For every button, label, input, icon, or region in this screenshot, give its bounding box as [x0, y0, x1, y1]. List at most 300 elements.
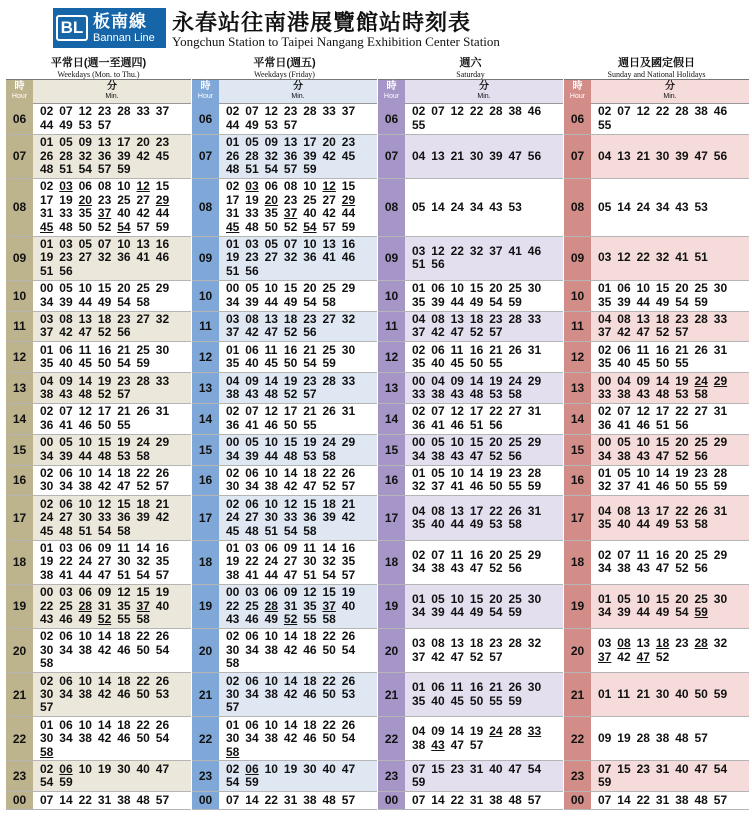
departure-minute: 54	[226, 775, 240, 790]
departure-minute: 32	[283, 250, 298, 265]
departure-minute: 09	[59, 373, 73, 388]
departure-minute: 09	[245, 373, 259, 388]
departure-minute: 53	[489, 387, 503, 402]
minutes-cell	[33, 404, 191, 434]
departure-minute: 43	[675, 199, 689, 214]
departure-minute: 06	[245, 673, 259, 688]
departure-minute: 29	[527, 373, 542, 388]
minutes-cell	[33, 585, 191, 628]
departure-minute: 54	[713, 761, 728, 776]
departure-minute: 14	[59, 792, 73, 807]
departure-minute: 08	[97, 179, 112, 194]
hour-cell: 08	[6, 179, 33, 236]
departure-minute: 07	[59, 104, 73, 119]
departure-minute: 19	[303, 435, 317, 450]
departure-minute: 04	[226, 373, 240, 388]
departure-minute: 30	[40, 479, 54, 494]
departure-minute: 19	[117, 435, 131, 450]
departure-minute: 00	[40, 585, 54, 600]
departure-minute: 33	[283, 510, 298, 525]
departure-minute: 12	[450, 104, 464, 119]
table-row	[378, 792, 563, 809]
departure-minute: 37	[226, 325, 240, 340]
minutes-cell	[405, 466, 563, 496]
departure-minute: 53	[78, 117, 92, 132]
departure-minute: 46	[341, 250, 356, 265]
departure-minute: 54	[155, 642, 170, 657]
departure-minute: 50	[655, 356, 670, 371]
departure-minute: 30	[226, 479, 240, 494]
departure-minute: 58	[40, 656, 54, 671]
minutes-cell	[33, 673, 191, 716]
departure-minute: 34	[412, 605, 426, 620]
departure-minute: 43	[450, 448, 464, 463]
departure-minute: 18	[117, 673, 131, 688]
departure-minute: 07	[412, 761, 426, 776]
departure-minute: 41	[617, 417, 631, 432]
departure-minute: 44	[636, 516, 650, 531]
departure-minute: 20	[136, 135, 150, 150]
minutes-cell	[405, 585, 563, 628]
departure-minute: 50	[136, 686, 150, 701]
table-row	[564, 435, 749, 466]
table-row	[6, 466, 191, 497]
departure-minute: 28	[59, 148, 73, 163]
departure-minute: 16	[655, 547, 670, 562]
departure-minute: 38	[412, 737, 426, 752]
departure-minute: 33	[322, 104, 336, 119]
departure-minute: 45	[341, 148, 356, 163]
departure-minute: 36	[598, 417, 612, 432]
departure-minute: 16	[469, 680, 484, 695]
departure-minute: 34	[598, 605, 612, 620]
departure-minute: 23	[59, 250, 73, 265]
departure-minute: 54	[155, 731, 170, 746]
departure-minute: 15	[469, 435, 484, 450]
departure-minute: 56	[303, 325, 317, 340]
departure-minute: 44	[226, 117, 240, 132]
departure-minute: 01	[598, 466, 612, 481]
departure-minute: 05	[264, 237, 278, 252]
departure-minute: 10	[117, 179, 131, 194]
timetable	[6, 56, 748, 816]
departure-minute: 17	[117, 135, 131, 150]
departure-minute: 06	[245, 496, 259, 511]
minutes-cell	[591, 404, 749, 434]
departure-minute: 14	[617, 792, 631, 807]
minutes-cell	[405, 179, 563, 236]
departure-minute: 26	[341, 717, 356, 732]
minutes-cell	[405, 761, 563, 791]
departure-minute: 06	[245, 629, 259, 644]
departure-minute: 38	[40, 567, 54, 582]
departure-minute: 23	[341, 135, 356, 150]
departure-minute: 12	[78, 404, 92, 419]
departure-minute: 20	[675, 547, 689, 562]
table-row	[6, 104, 191, 135]
hour-cell: 13	[378, 373, 405, 403]
departure-minute: 50	[489, 479, 503, 494]
departure-minute: 03	[59, 237, 73, 252]
departure-minute: 02	[226, 179, 240, 194]
departure-minute: 47	[450, 325, 464, 340]
departure-minute: 15	[469, 591, 484, 606]
departure-minute: 18	[303, 717, 317, 732]
departure-minute: 57	[117, 387, 131, 402]
departure-minute: 47	[469, 448, 484, 463]
departure-minute: 10	[264, 496, 278, 511]
departure-minute: 04	[412, 503, 426, 518]
minutes-cell	[591, 761, 749, 791]
departure-minute: 27	[264, 250, 278, 265]
departure-minute: 42	[283, 731, 298, 746]
departure-minute: 36	[40, 417, 54, 432]
departure-minute: 02	[226, 466, 240, 481]
departure-minute: 10	[78, 717, 92, 732]
departure-minute: 10	[78, 629, 92, 644]
departure-minute: 10	[78, 496, 92, 511]
table-row	[564, 496, 749, 540]
departure-minute: 00	[226, 435, 240, 450]
schedule-title-en: Saturday	[456, 70, 485, 79]
minutes-cell	[591, 435, 749, 465]
minutes-cell	[33, 179, 191, 236]
minute-label-en: Min.	[477, 93, 491, 100]
schedule-title-en: Sunday and National Holidays	[607, 70, 706, 79]
minute-label-en: Min.	[663, 93, 677, 100]
departure-minute: 30	[655, 148, 670, 163]
departure-minute: 28	[508, 724, 522, 739]
hour-cell: 21	[564, 673, 591, 716]
departure-minute: 12	[636, 104, 650, 119]
departure-minute: 26	[341, 466, 356, 481]
table-row	[6, 585, 191, 629]
departure-minute: 35	[264, 206, 278, 221]
departure-minute: 27	[694, 404, 708, 419]
departure-minute: 34	[59, 731, 73, 746]
departure-minute: 47	[264, 325, 278, 340]
departure-minute: 25	[694, 435, 708, 450]
minutes-cell	[405, 435, 563, 465]
departure-minute: 23	[97, 192, 112, 207]
departure-minute: 26	[155, 629, 170, 644]
departure-minute: 03	[245, 585, 259, 600]
departure-minute: 21	[117, 404, 131, 419]
departure-minute: 02	[226, 496, 240, 511]
hour-cell: 08	[192, 179, 219, 236]
departure-minute: 20	[322, 135, 336, 150]
departure-minute: 19	[97, 373, 112, 388]
departure-minute: 48	[694, 792, 708, 807]
departure-minute: 02	[40, 673, 54, 688]
departure-minute: 36	[97, 148, 112, 163]
departure-minute: 59	[136, 356, 150, 371]
departure-minute: 58	[508, 516, 522, 531]
departure-minute: 42	[283, 479, 298, 494]
departure-minute: 16	[155, 541, 170, 556]
table-row	[564, 281, 749, 312]
schedule-title-zh: 週日及國定假日	[618, 57, 695, 69]
departure-minute: 57	[155, 567, 170, 582]
departure-minute: 23	[117, 373, 131, 388]
table-row	[564, 792, 749, 809]
minutes-cell	[219, 404, 377, 434]
departure-minute: 25	[508, 547, 522, 562]
departure-minute: 03	[245, 541, 259, 556]
departure-minute: 41	[450, 479, 464, 494]
departure-minute: 16	[469, 342, 484, 357]
table-row	[378, 281, 563, 312]
departure-minute: 02	[40, 629, 54, 644]
hour-cell: 00	[192, 792, 219, 808]
departure-minute: 57	[489, 325, 503, 340]
departure-minute: 52	[283, 387, 298, 402]
departure-minute: 07	[617, 404, 631, 419]
departure-minute: 39	[431, 294, 445, 309]
departure-minute: 10	[450, 281, 464, 296]
departure-minute: 14	[617, 199, 631, 214]
departure-minute: 27	[136, 192, 150, 207]
departure-minute: 48	[97, 448, 112, 463]
departure-minute: 38	[675, 792, 689, 807]
departure-minute: 24	[508, 373, 522, 388]
departure-minute: 32	[527, 636, 542, 651]
minutes-cell	[405, 135, 563, 178]
departure-minute: 19	[675, 373, 689, 388]
table-row	[378, 466, 563, 497]
departure-minute: 54	[675, 605, 689, 620]
departure-minute: 57	[97, 162, 112, 177]
departure-minute: 07	[431, 404, 445, 419]
departure-minute: 23	[636, 761, 650, 776]
departure-minute-special: 24	[489, 724, 503, 739]
departure-minute: 02	[226, 629, 240, 644]
hour-cell: 23	[192, 761, 219, 791]
departure-minute: 31	[527, 503, 542, 518]
departure-minute: 02	[412, 547, 426, 562]
departure-minute: 07	[412, 792, 426, 807]
hour-cell: 08	[378, 179, 405, 236]
hour-cell: 14	[378, 404, 405, 434]
departure-minute: 29	[155, 435, 170, 450]
departure-minute: 18	[469, 312, 484, 327]
departure-minute: 24	[264, 554, 278, 569]
departure-minute: 30	[117, 761, 131, 776]
departure-minute: 30	[226, 686, 240, 701]
departure-minute: 55	[489, 693, 503, 708]
departure-minute: 11	[450, 547, 464, 562]
departure-minute: 08	[431, 636, 445, 651]
departure-minute: 27	[97, 554, 112, 569]
schedule-saturday	[378, 56, 563, 816]
departure-minute: 54	[40, 775, 54, 790]
departure-minute: 38	[226, 387, 240, 402]
departure-minute: 07	[598, 761, 612, 776]
departure-minute: 31	[527, 404, 542, 419]
departure-minute: 12	[636, 404, 650, 419]
departure-minute: 34	[412, 561, 426, 576]
departure-minute: 57	[341, 792, 356, 807]
departure-minute: 22	[450, 792, 464, 807]
departure-minute: 37	[617, 479, 631, 494]
minutes-cell	[219, 717, 377, 760]
departure-minute: 35	[155, 554, 170, 569]
departure-minute: 15	[283, 435, 298, 450]
departure-minute: 38	[303, 792, 317, 807]
departure-minute: 01	[598, 281, 612, 296]
departure-minute: 46	[655, 479, 670, 494]
departure-minute: 12	[78, 104, 92, 119]
departure-minute: 19	[675, 466, 689, 481]
departure-minute: 56	[508, 561, 522, 576]
departure-minute: 12	[450, 404, 464, 419]
departure-minute: 39	[431, 605, 445, 620]
departure-minute: 02	[598, 547, 612, 562]
departure-minute: 29	[713, 547, 728, 562]
minutes-cell	[405, 281, 563, 311]
line-code-badge: BL	[56, 15, 89, 41]
departure-minute: 19	[617, 731, 631, 746]
table-row	[564, 373, 749, 404]
departure-minute: 54	[117, 356, 131, 371]
table-row	[6, 717, 191, 761]
departure-minute: 34	[412, 448, 426, 463]
departure-minute: 40	[245, 356, 259, 371]
departure-minute: 49	[283, 294, 298, 309]
minutes-cell	[405, 717, 563, 760]
departure-minute: 31	[713, 503, 728, 518]
hour-cell: 19	[192, 585, 219, 628]
departure-minute: 33	[59, 206, 73, 221]
departure-minute: 05	[617, 591, 631, 606]
minute-label-zh: 分	[479, 81, 489, 92]
departure-minute: 51	[78, 523, 92, 538]
departure-minute: 49	[97, 294, 112, 309]
departure-minute: 12	[97, 496, 112, 511]
minutes-cell	[219, 496, 377, 539]
departure-minute: 38	[655, 731, 670, 746]
page-header	[0, 0, 752, 56]
departure-minute: 41	[245, 417, 259, 432]
departure-minute: 09	[450, 373, 464, 388]
departure-minute: 46	[264, 417, 278, 432]
departure-minute: 01	[598, 686, 612, 701]
departure-minute: 30	[40, 731, 54, 746]
minutes-cell	[219, 373, 377, 403]
minutes-cell	[591, 342, 749, 372]
minutes-cell	[219, 585, 377, 628]
departure-minute: 07	[245, 404, 259, 419]
departure-minute: 56	[431, 257, 445, 272]
table-row	[564, 717, 749, 761]
hour-cell: 13	[564, 373, 591, 403]
departure-minute: 42	[341, 510, 356, 525]
departure-minute: 33	[155, 373, 170, 388]
departure-minute: 08	[617, 312, 631, 327]
table-row	[378, 673, 563, 717]
departure-minute: 22	[322, 466, 336, 481]
departure-minute: 51	[117, 567, 131, 582]
departure-minute: 02	[40, 404, 54, 419]
hour-cell: 21	[192, 673, 219, 716]
hour-label-en: Hour	[569, 93, 586, 100]
departure-minute: 28	[675, 104, 689, 119]
departure-minute: 34	[469, 199, 484, 214]
hour-cell: 07	[192, 135, 219, 178]
departure-minute: 46	[527, 243, 542, 258]
departure-minute: 53	[264, 117, 278, 132]
departure-minute: 26	[341, 673, 356, 688]
departure-minute: 48	[136, 792, 150, 807]
departure-minute: 28	[636, 731, 650, 746]
minute-column-header	[33, 80, 191, 104]
departure-minute: 01	[40, 342, 54, 357]
departure-minute: 34	[598, 561, 612, 576]
departure-minute: 26	[155, 717, 170, 732]
departure-minute: 00	[40, 281, 54, 296]
departure-minute: 42	[59, 325, 73, 340]
departure-minute: 32	[412, 479, 426, 494]
schedule-title-zh: 週六	[459, 57, 482, 69]
departure-minute: 38	[617, 561, 631, 576]
hour-column-header	[192, 80, 219, 104]
departure-minute: 47	[155, 761, 170, 776]
minutes-cell	[405, 673, 563, 716]
departure-minute: 13	[450, 636, 464, 651]
departure-minute: 06	[617, 281, 631, 296]
departure-minute: 37	[40, 325, 54, 340]
hour-cell: 17	[378, 496, 405, 539]
departure-minute: 23	[694, 466, 708, 481]
departure-minute: 05	[59, 135, 73, 150]
departure-minute: 57	[469, 737, 484, 752]
departure-minute: 10	[264, 761, 278, 776]
departure-minute: 39	[303, 148, 317, 163]
departure-minute: 11	[117, 541, 130, 556]
departure-minute: 39	[617, 294, 631, 309]
departure-minute: 05	[431, 435, 445, 450]
departure-minute: 50	[469, 693, 484, 708]
hour-column-header	[378, 80, 405, 104]
departure-minute: 51	[412, 257, 426, 272]
departure-minute: 18	[117, 629, 131, 644]
departure-minute: 42	[617, 325, 631, 340]
table-row	[6, 281, 191, 312]
departure-minute: 47	[508, 761, 522, 776]
departure-minute: 00	[598, 435, 612, 450]
departure-minute: 23	[508, 466, 522, 481]
minutes-cell	[591, 541, 749, 584]
departure-minute: 11	[78, 342, 92, 357]
departure-minute: 45	[78, 356, 92, 371]
departure-minute: 10	[264, 717, 278, 732]
departure-minute: 50	[469, 356, 484, 371]
departure-minute: 44	[40, 117, 54, 132]
departure-minute: 26	[155, 673, 170, 688]
departure-minute: 14	[97, 466, 112, 481]
schedule-title	[378, 56, 563, 80]
departure-minute: 40	[303, 206, 317, 221]
hour-cell: 16	[378, 466, 405, 496]
hour-cell: 15	[6, 435, 33, 465]
departure-minute: 26	[40, 148, 54, 163]
departure-minute: 34	[245, 686, 259, 701]
departure-minute: 00	[412, 435, 426, 450]
departure-minute: 45	[155, 148, 170, 163]
departure-minute: 58	[136, 612, 150, 627]
departure-minute: 04	[598, 148, 612, 163]
departure-minute: 38	[431, 561, 445, 576]
